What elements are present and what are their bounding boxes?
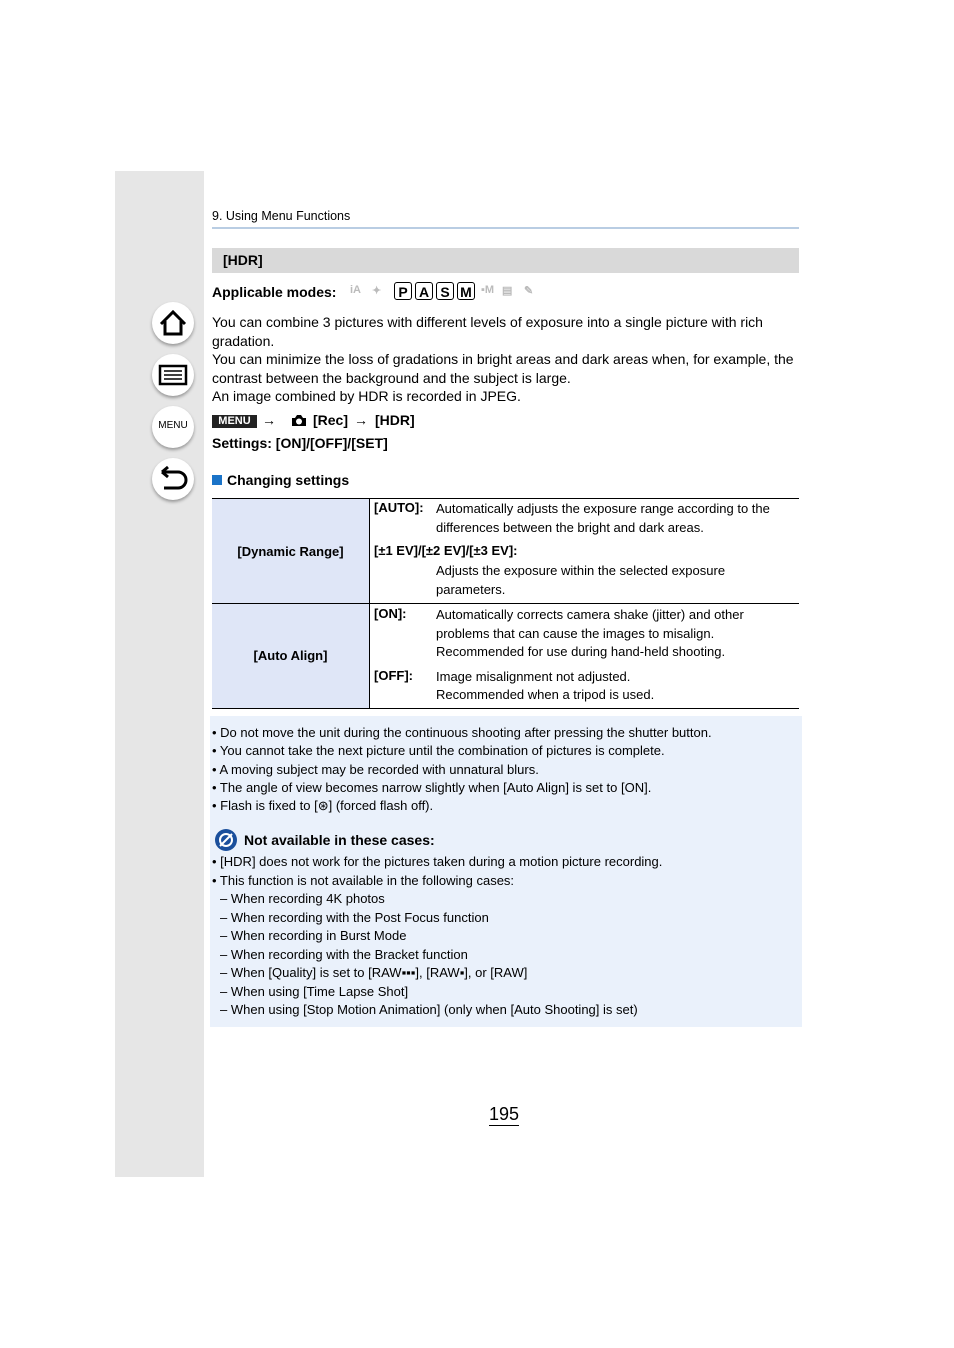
back-button[interactable]: [152, 458, 194, 500]
na-subitem: – When recording with the Bracket function: [220, 946, 468, 962]
auto-align-label: [Auto Align]: [212, 604, 370, 709]
intro-paragraph: You can minimize the loss of gradations in bright areas and dark areas when, for example, the contrast between the background and the subject is large.: [212, 351, 794, 386]
option-ev-description: Adjusts the exposure within the selected exposure parameters.: [434, 560, 799, 604]
option-on-description: Automatically corrects camera shake (jitter) and other problems that can cause the images to misalign. Recommended for use during hand-held shooting.: [436, 607, 744, 659]
na-subitem: – When recording in Burst Mode: [220, 928, 407, 943]
menu-button[interactable]: [152, 406, 194, 448]
intro-paragraph: An image combined by HDR is recorded in JPEG.: [212, 388, 521, 405]
arrow: →: [354, 412, 368, 428]
option-off-description-line: Recommended when a tripod is used.: [436, 687, 655, 702]
page-number: 195: [489, 1104, 520, 1124]
option-ev: [±1 EV]/[±2 EV]/[±3 EV]:: [374, 543, 518, 558]
changing-settings-title: Changing settings: [227, 472, 350, 488]
mode-m-icon: M: [457, 282, 475, 300]
note-item: • A moving subject may be recorded with unnatural blurs.: [212, 761, 539, 777]
mode-p-icon: P: [394, 282, 412, 300]
mode-a-icon: A: [415, 282, 433, 300]
note-item: • Flash is fixed to [⊛] (forced flash off).: [212, 798, 434, 814]
na-subitem: – When [Quality] is set to [RAW▪▪▪], [RAW▪], or [RAW]: [220, 965, 528, 980]
bullet-square-icon: [212, 475, 222, 485]
notes-list: [212, 724, 800, 815]
option-off-description: [434, 666, 799, 709]
intelligent-auto-plus-icon: ✦: [372, 285, 382, 297]
option-off: [OFF]:: [370, 666, 435, 709]
contents-button[interactable]: [152, 354, 194, 396]
intro-text: [212, 313, 802, 406]
settings-line: Settings: [ON]/[OFF]/[SET]: [212, 435, 388, 451]
dynamic-range-label: [Dynamic Range]: [212, 499, 370, 604]
return-icon: [152, 458, 194, 500]
option-auto-description: Automatically adjusts the exposure range according to the differences between the bright and dark areas.: [434, 499, 799, 542]
section-title: [HDR]: [223, 252, 263, 268]
note-item: • You cannot take the next picture until the combination of pictures is complete.: [212, 743, 665, 759]
section-header: [212, 248, 799, 273]
creative-video-mode-icon: ▪M: [481, 284, 495, 296]
option-on: [ON]:: [374, 606, 407, 621]
na-subitem: – When recording 4K photos: [220, 891, 385, 906]
na-subitem: – When using [Time Lapse Shot]: [220, 983, 409, 999]
not-available-list: [212, 853, 800, 1020]
not-available-icon: [214, 828, 238, 852]
na-item: • [HDR] does not work for the pictures taken during a motion picture recording.: [212, 854, 663, 869]
breadcrumb-divider: [212, 227, 799, 229]
creative-control-mode-icon: ✎: [524, 285, 534, 297]
not-available-title: Not available in these cases:: [244, 832, 435, 848]
home-button[interactable]: [152, 302, 194, 344]
arrow: →: [262, 412, 276, 428]
list-icon: [152, 354, 194, 396]
changing-settings-heading: [212, 472, 349, 488]
option-auto: [AUTO]:: [370, 499, 435, 542]
na-item: • This function is not available in the following cases:: [212, 872, 515, 888]
rec-menu: [Rec]: [313, 412, 349, 428]
intro-paragraph: You can combine 3 pictures with different levels of exposure into a single picture with rich gradation.: [212, 314, 763, 349]
na-subitem: – When recording with the Post Focus function: [220, 909, 489, 925]
note-item: • The angle of view becomes narrow slightly when [Auto Align] is set to [ON].: [212, 779, 652, 795]
mode-s-icon: S: [436, 282, 454, 300]
note-item: • Do not move the unit during the continuous shooting after pressing the shutter button.: [212, 725, 712, 740]
menu-label: MENU: [158, 420, 188, 431]
intelligent-auto-mode-icon: iA: [350, 284, 361, 296]
option-off-description-line: Image misalignment not adjusted.: [436, 668, 631, 684]
applicable-modes-label: Applicable modes:: [212, 284, 337, 300]
menu-badge: MENU: [212, 415, 257, 428]
na-subitem: – When using [Stop Motion Animation] (only when [Auto Shooting] is set): [220, 1002, 638, 1017]
custom-mode-icon: ▤: [502, 285, 513, 297]
settings-table: [212, 498, 799, 709]
breadcrumb: 9. Using Menu Functions: [212, 209, 351, 223]
hdr-menu-item: [HDR]: [375, 412, 415, 428]
home-icon: [152, 302, 194, 344]
camera-icon: [291, 414, 307, 427]
